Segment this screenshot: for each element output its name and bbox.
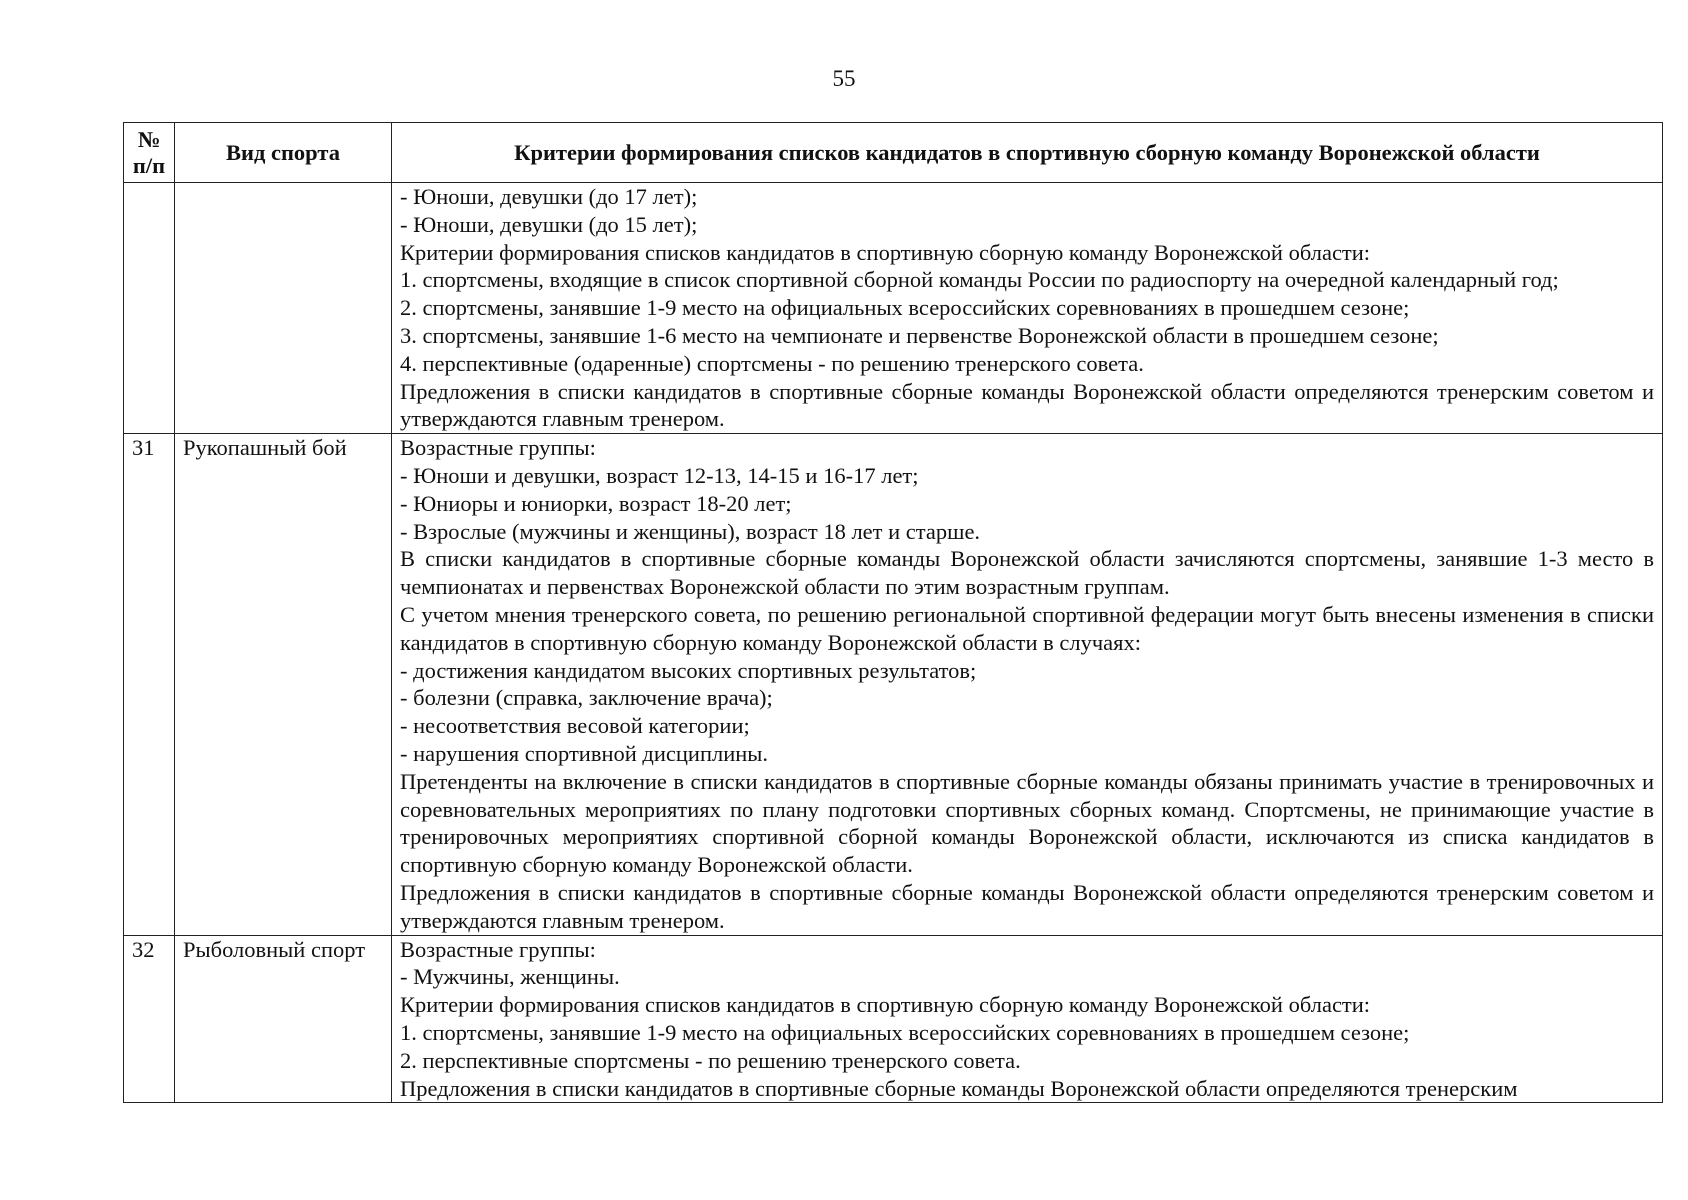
criteria-line: - Юноши, девушки (до 17 лет); — [400, 184, 698, 209]
column-header-number-line2: п/п — [132, 152, 166, 178]
criteria-line: - Юноши и девушки, возраст 12-13, 14-15 и 16-17 лет; — [400, 462, 919, 488]
criteria-line: Предложения в списки кандидатов в спортивные сборные команды Воронежской области определяются тренерским советом и утверждаются главным тренером. — [400, 879, 1654, 933]
criteria-line: Возрастные группы: — [400, 936, 596, 962]
table-row — [124, 935, 1663, 1103]
criteria-line: - достижения кандидатом высоких спортивных результатов; — [400, 657, 977, 683]
criteria-line: 3. спортсмены, занявшие 1-6 место на чемпионате и первенстве Воронежской области в прошедшем сезоне; — [400, 322, 1439, 348]
sport-name: Рыболовный спорт — [175, 935, 392, 1103]
column-header-number — [124, 123, 175, 183]
column-header-number-line1: № — [137, 126, 161, 152]
column-header-sport: Вид спорта — [175, 123, 392, 183]
criteria-text — [392, 434, 1663, 935]
row-number: 31 — [124, 434, 175, 935]
criteria-line: - Взрослые (мужчины и женщины), возраст 18 лет и старше. — [400, 518, 981, 544]
criteria-line: Возрастные группы: — [400, 435, 596, 461]
criteria-text — [392, 183, 1663, 434]
page-number: 55 — [832, 66, 856, 91]
row-number — [124, 183, 175, 434]
criteria-line: - Юноши, девушки (до 15 лет); — [400, 211, 698, 237]
sport-name: Рукопашный бой — [175, 434, 392, 935]
criteria-line: 1. спортсмены, занявшие 1-9 место на официальных всероссийских соревнованиях в прошедшем сезоне; — [400, 1019, 1410, 1045]
criteria-line: Претенденты на включение в списки кандидатов в спортивные сборные команды обязаны принимать участие в тренировочных и соревновательных мероприятиях по плану подготовки спортивных сборных команд. Спортсмены, не принимающие участие в тренировочных мероприятиях спортивной сборной команды Воронежской области, исключаются из списка кандидатов в спортивную сборную команду Воронежской области. — [400, 768, 1654, 878]
row-number: 32 — [124, 935, 175, 1103]
criteria-line: Предложения в списки кандидатов в спортивные сборные команды Воронежской области определяются тренерским советом и утверждаются главным тренером. — [400, 378, 1654, 432]
criteria-line: В списки кандидатов в спортивные сборные команды Воронежской области зачисляются спортсмены, занявшие 1-3 место в чемпионатах и первенствах Воронежской области по этим возрастным группам. — [400, 546, 1654, 600]
criteria-line: - несоответствия весовой категории; — [400, 713, 750, 739]
criteria-text — [392, 935, 1663, 1103]
sport-name — [175, 183, 392, 434]
criteria-table — [123, 122, 1663, 1103]
criteria-line: 2. перспективные спортсмены - по решению тренерского совета. — [400, 1047, 1021, 1073]
column-header-criteria: Критерии формирования списков кандидатов в спортивную сборную команду Воронежской области — [392, 123, 1663, 183]
table-row — [124, 434, 1663, 935]
table-row — [124, 183, 1663, 434]
criteria-line: Критерии формирования списков кандидатов в спортивную сборную команду Воронежской области: — [400, 992, 1371, 1018]
table-header-row — [124, 123, 1663, 183]
criteria-line: Предложения в списки кандидатов в спортивные сборные команды Воронежской области определяются тренерским — [400, 1075, 1518, 1101]
criteria-line: Критерии формирования списков кандидатов в спортивную сборную команду Воронежской области: — [400, 239, 1371, 265]
criteria-line: 1. спортсмены, входящие в список спортивной сборной команды России по радиоспорту на очередной календарный год; — [400, 267, 1559, 293]
criteria-line: - нарушения спортивной дисциплины. — [400, 740, 769, 766]
table-body — [124, 183, 1663, 1103]
criteria-line: 4. перспективные (одаренные) спортсмены - по решению тренерского совета. — [400, 350, 1144, 376]
criteria-line: - болезни (справка, заключение врача); — [400, 685, 773, 711]
criteria-line: 2. спортсмены, занявшие 1-9 место на официальных всероссийских соревнованиях в прошедшем сезоне; — [400, 295, 1410, 321]
criteria-line: С учетом мнения тренерского совета, по решению региональной спортивной федерации могут быть внесены изменения в списки кандидатов в спортивную сборную команду Воронежской области в случаях: — [400, 601, 1654, 655]
criteria-line: - Юниоры и юниорки, возраст 18-20 лет; — [400, 490, 792, 516]
criteria-line: - Мужчины, женщины. — [400, 964, 620, 990]
